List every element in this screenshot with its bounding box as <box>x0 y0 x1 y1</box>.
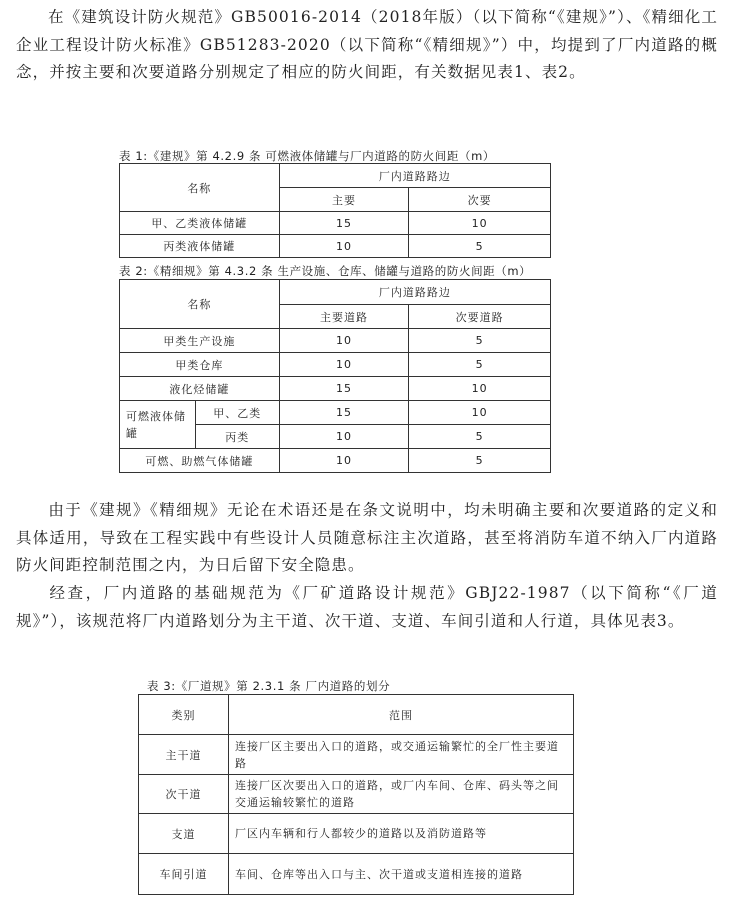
table2-cell-minor: 5 <box>409 329 551 353</box>
table-row <box>139 735 574 775</box>
table2-cell-main: 10 <box>279 425 409 449</box>
table2-cell-minor: 10 <box>409 377 551 401</box>
table2-cell-minor: 5 <box>409 449 551 473</box>
table1-header-minor: 次要 <box>409 188 551 212</box>
table-row <box>120 212 551 235</box>
paragraph-problem <box>16 497 718 580</box>
table1-header-name: 名称 <box>120 164 280 212</box>
table3-cell-type: 支道 <box>139 814 229 854</box>
table2-cell-name: 液化烃储罐 <box>120 377 280 401</box>
table-row <box>120 329 551 353</box>
table2-header-main: 主要道路 <box>279 305 409 329</box>
table-row <box>139 775 574 814</box>
paragraph-problem-text: 由于《建规》《精细规》无论在术语还是在条文说明中，均未明确主要和次要道路的定义和具体适用，导致在工程实践中有些设计人员随意标注主次道路，甚至将消防车道不纳入厂内道路防火间距控制范围之内，为日后留下安全隐患。 <box>16 501 718 574</box>
table2-cell-minor: 5 <box>409 353 551 377</box>
table3-header-type: 类别 <box>139 695 229 735</box>
table2-cell-main: 10 <box>279 449 409 473</box>
table1-header-group: 厂内道路路边 <box>279 164 550 188</box>
table3-cell-type: 次干道 <box>139 775 229 814</box>
table3-caption: 表 3:《厂道规》第 2.3.1 条 厂内道路的划分 <box>147 679 391 693</box>
table3-cell-type: 车间引道 <box>139 854 229 895</box>
table2-header-group: 厂内道路路边 <box>279 280 550 305</box>
table2-cell-subname: 丙类 <box>195 425 279 449</box>
table2-cell-name: 甲类生产设施 <box>120 329 280 353</box>
table1-cell-main: 10 <box>279 235 409 258</box>
table3-cell-range: 厂区内车辆和行人都较少的道路以及消防道路等 <box>229 814 574 854</box>
table1-cell-name: 甲、乙类液体储罐 <box>120 212 280 235</box>
table1-cell-main: 15 <box>279 212 409 235</box>
table-row <box>139 854 574 895</box>
table-row <box>120 449 551 473</box>
table2-cell-main: 15 <box>279 377 409 401</box>
table3-cell-range: 连接厂区主要出入口的道路，或交通运输繁忙的全厂性主要道路 <box>229 735 574 775</box>
table2 <box>119 279 551 473</box>
table2-cell-minor: 5 <box>409 425 551 449</box>
table-row <box>120 235 551 258</box>
table1-header-main: 主要 <box>279 188 409 212</box>
table3-cell-range: 车间、仓库等出入口与主、次干道或支道相连接的道路 <box>229 854 574 895</box>
paragraph-intro <box>16 4 718 87</box>
table2-cell-name: 甲类仓库 <box>120 353 280 377</box>
table2-group-label: 可燃液体储罐 <box>120 401 196 449</box>
paragraph-reference-text: 经查，厂内道路的基础规范为《厂矿道路设计规范》GBJ22-1987（以下简称“《厂道规》”），该规范将厂内道路划分为主干道、次干道、支道、车间引道和人行道，具体见表3。 <box>16 584 718 630</box>
table2-cell-minor: 10 <box>409 401 551 425</box>
table2-cell-name: 可燃、助燃气体储罐 <box>120 449 280 473</box>
table2-caption: 表 2:《精细规》第 4.3.2 条 生产设施、仓库、储罐与道路的防火间距（m） <box>119 264 532 278</box>
table-row <box>120 353 551 377</box>
table2-header-minor: 次要道路 <box>409 305 551 329</box>
table-row <box>120 377 551 401</box>
paragraph-reference <box>16 580 718 635</box>
table1-cell-minor: 10 <box>409 212 551 235</box>
table2-cell-main: 15 <box>279 401 409 425</box>
table-row <box>139 814 574 854</box>
table1-cell-minor: 5 <box>409 235 551 258</box>
table1-caption: 表 1:《建规》第 4.2.9 条 可燃液体储罐与厂内道路的防火间距（m） <box>119 149 495 163</box>
table1 <box>119 163 551 258</box>
table3-header-range: 范围 <box>229 695 574 735</box>
paragraph-intro-text: 在《建筑设计防火规范》GB50016-2014（2018年版）（以下简称“《建规》”）、《精细化工企业工程设计防火标准》GB51283-2020（以下简称“《精细规》”）中，均提到了厂内道路的概念，并按主要和次要道路分别规定了相应的防火间距，有关数据见表1、表2。 <box>16 8 718 81</box>
table-row <box>120 401 551 425</box>
table3-cell-type: 主干道 <box>139 735 229 775</box>
table2-cell-main: 10 <box>279 353 409 377</box>
table2-cell-subname: 甲、乙类 <box>195 401 279 425</box>
table3 <box>138 694 574 895</box>
table1-cell-name: 丙类液体储罐 <box>120 235 280 258</box>
table3-cell-range: 连接厂区次要出入口的道路，或厂内车间、仓库、码头等之间交通运输较繁忙的道路 <box>229 775 574 814</box>
table2-cell-main: 10 <box>279 329 409 353</box>
table2-header-name: 名称 <box>120 280 280 329</box>
